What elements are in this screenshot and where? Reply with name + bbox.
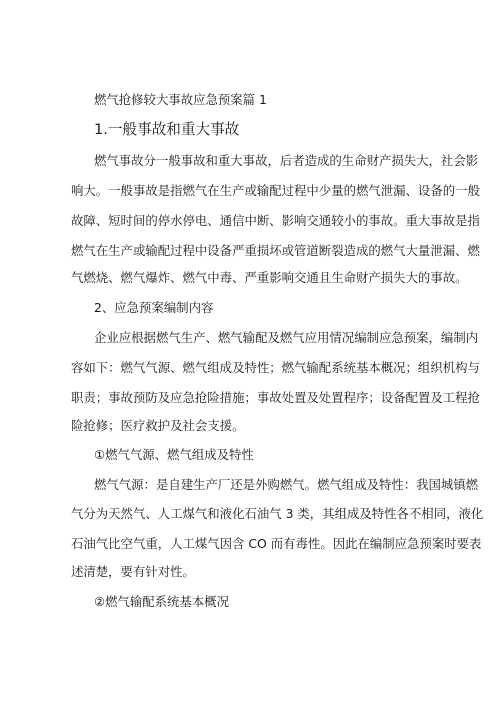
paragraph-line: 职责；事故预防及应急抢险措施；事故处置及处置程序；设备配置及工程抢 xyxy=(71,390,480,405)
paragraph-line: 燃气气源：是自建生产厂还是外购燃气。燃气组成及特性：我国城镇燃 xyxy=(94,477,479,492)
paragraph-line: 响大。一般事故是指燃气在生产或输配过程中少量的燃气泄漏、设备的一般 xyxy=(71,183,480,198)
section-heading-2: 2、应急预案编制内容 xyxy=(94,300,214,315)
paragraph-line: 险抢修；医疗救护及社会支援。 xyxy=(71,418,245,433)
section-heading-1: 1.一般事故和重大事故 xyxy=(94,121,240,138)
paragraph-line: 容如下：燃气气源、燃气组成及特性；燃气输配系统基本概况；组织机构与 xyxy=(71,360,480,375)
paragraph-line: 述清楚，要有针对性。 xyxy=(71,564,195,579)
paragraph-line: 气分为天然气、人工煤气和液化石油气 3 类，其组成及特性各不相同，液化 xyxy=(71,506,484,521)
paragraph-line: 燃气事故分一般事故和重大事故，后者造成的生命财产损失大，社会影 xyxy=(94,153,479,168)
subsection-heading-2: ②燃气输配系统基本概况 xyxy=(94,594,230,609)
paragraph-line: 故障、短时间的停水停电、通信中断、影响交通较小的事故。重大事故是指 xyxy=(71,213,480,228)
paragraph-line: 企业应根据燃气生产、燃气输配及燃气应用情况编制应急预案，编制内 xyxy=(94,330,479,345)
paragraph-line: 气燃烧、燃气爆炸、燃气中毒、严重影响交通且生命财产损失大的事故。 xyxy=(71,270,468,285)
document-title: 燃气抢修较大事故应急预案篇 1 xyxy=(94,92,267,107)
paragraph-line: 石油气比空气重，人工煤气因含 CO 而有毒性。因此在编制应急预案时要表 xyxy=(71,536,482,551)
paragraph-line: 燃气在生产或输配过程中设备严重损坏或管道断裂造成的燃气大量泄漏、燃 xyxy=(71,243,480,258)
subsection-heading-1: ①燃气气源、燃气组成及特性 xyxy=(94,447,254,462)
